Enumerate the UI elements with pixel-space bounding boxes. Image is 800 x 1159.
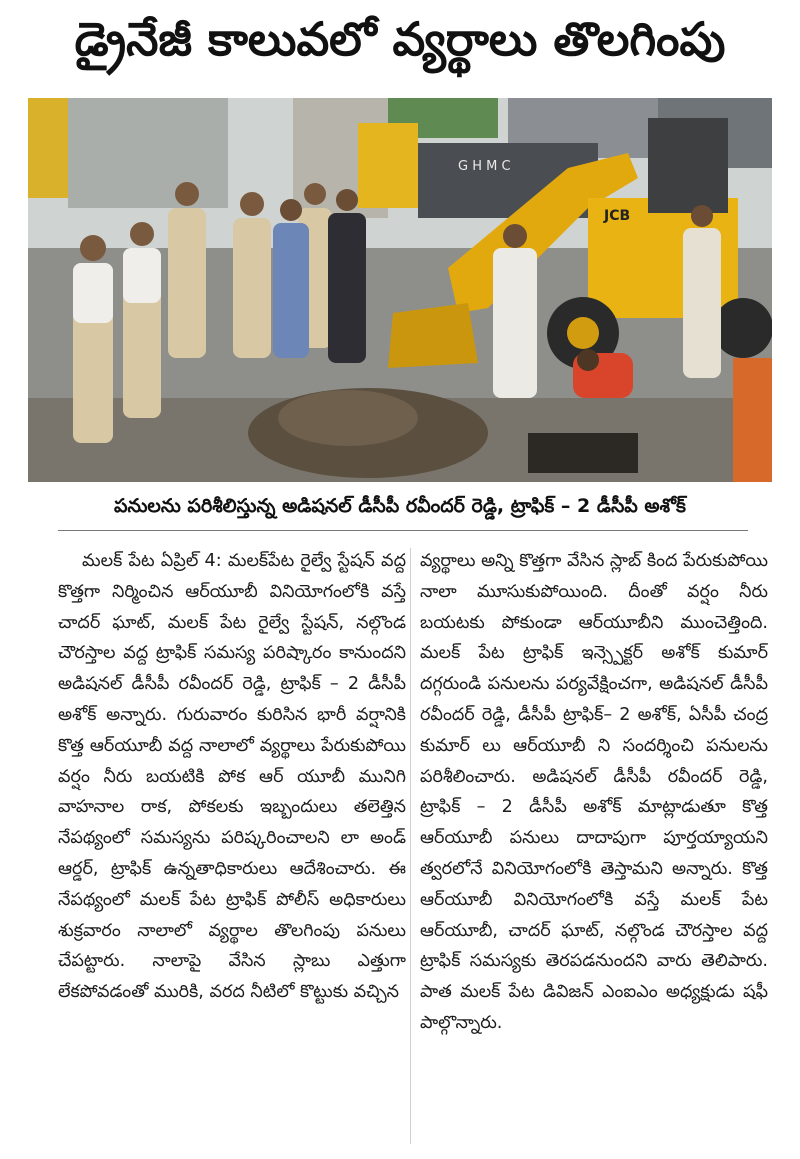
article-paragraph: వ్యర్థాలు అన్ని కొత్తగా వేసిన స్లాబ్ కింద పేరుకుపోయి నాలా మూసుకుపోయింది. దీంతో వర్షం నీరు బయటకు పోకుండా ఆర్‌యూబీని ముంచెత్తింది. మలక్ పేట ట్రాఫిక్ ఇన్స్పెక్టర్ అశోక్ కుమార్ దగ్గరుండి పనులను పర్యవేక్షించగా, అడిషనల్ డీసీపీ రవీందర్ రెడ్డి, డీసీపీ ట్రాఫిక్– 2 అశోక్, ఏసీపీ చంద్ర కుమార్ లు ఆర్‌యూబీ ని సందర్శించి పనులను పరిశీలించారు. అడిషనల్ డీసీపీ రవీందర్ రెడ్డి, ట్రాఫిక్ – 2 డీసీపీ అశోక్ మాట్లాడుతూ కొత్త ఆర్‌యూబీ పనులు దాదాపుగా పూర్తయ్యాయని త్వరలోనే వినియోగంలోకి తెస్తామని అన్నారు. కొత్త ఆర్‌యూబీ వినియోగంలోకి వస్తే మలక్ పేట ఆర్‌యూబీ, చాదర్ ఘాట్, నల్గొండ చౌరస్తాల వద్ద ట్రాఫిక్ సమస్యకు తెరపడనుందని వారు తెలిపారు. పాత మలక్ పేట డివిజన్ ఎంఐఎం అధ్యక్షుడు షఫీ పాల్గొన్నారు.: [420, 551, 768, 1033]
news-photo: [28, 98, 772, 482]
article-column-right: [420, 546, 768, 1146]
column-divider: [410, 548, 411, 1144]
caption-divider: [58, 530, 748, 531]
headline: డ్రైనేజీ కాలువలో వ్యర్థాలు తొలగింపు: [74, 12, 726, 66]
jcb-label: JCB: [604, 208, 631, 224]
article-column-left: [58, 546, 406, 1146]
photo-illustration: [28, 98, 772, 482]
truck-label: G H M C: [458, 159, 511, 174]
article-paragraph: మలక్ పేట ఏప్రిల్ 4: మలక్‌పేట రైల్వే స్టేషన్ వద్ద కొత్తగా నిర్మించిన ఆర్‌యూబీ వినియోగంలోకి వస్తే చాదర్ ఘాట్, మలక్ పేట రైల్వే స్టేషన్, నల్గొండ చౌరస్తాల వద్ద ట్రాఫిక్ సమస్య పరిష్కారం కానుందని అడిషనల్ డీసీపీ రవీందర్ రెడ్డి, ట్రాఫిక్ – 2 డీసీపీ అశోక్ అన్నారు. గురువారం కురిసిన భారీ వర్షానికి కొత్త ఆర్‌యూబీ వద్ద నాలాలో వ్యర్థాలు పేరుకుపోయి వర్షం నీరు బయటికి పోక ఆర్ యూబీ మునిగి వాహనాల రాక, పోకలకు ఇబ్బందులు తలెత్తిన నేపథ్యంలో సమస్యను పరిష్కరించాలని లా అండ్ ఆర్డర్, ట్రాఫిక్ ఉన్నతాధికారులు ఆదేశించారు. ఈ నేపథ్యంలో మలక్ పేట ట్రాఫిక్ పోలీస్ అధికారులు శుక్రవారం నాలాలో వ్యర్థాల తొలగింపు పనులు చేపట్టారు. నాలాపై వేసిన స్లాబు ఎత్తుగా లేకపోవడంతో మురికి, వరద నీటిలో కొట్టుకు వచ్చిన: [58, 551, 406, 1003]
photo-caption: పనులను పరిశీలిస్తున్న అడిషనల్ డీసీపీ రవీందర్ రెడ్డి, ట్రాఫిక్ – 2 డీసీపీ అశోక్: [114, 494, 686, 517]
